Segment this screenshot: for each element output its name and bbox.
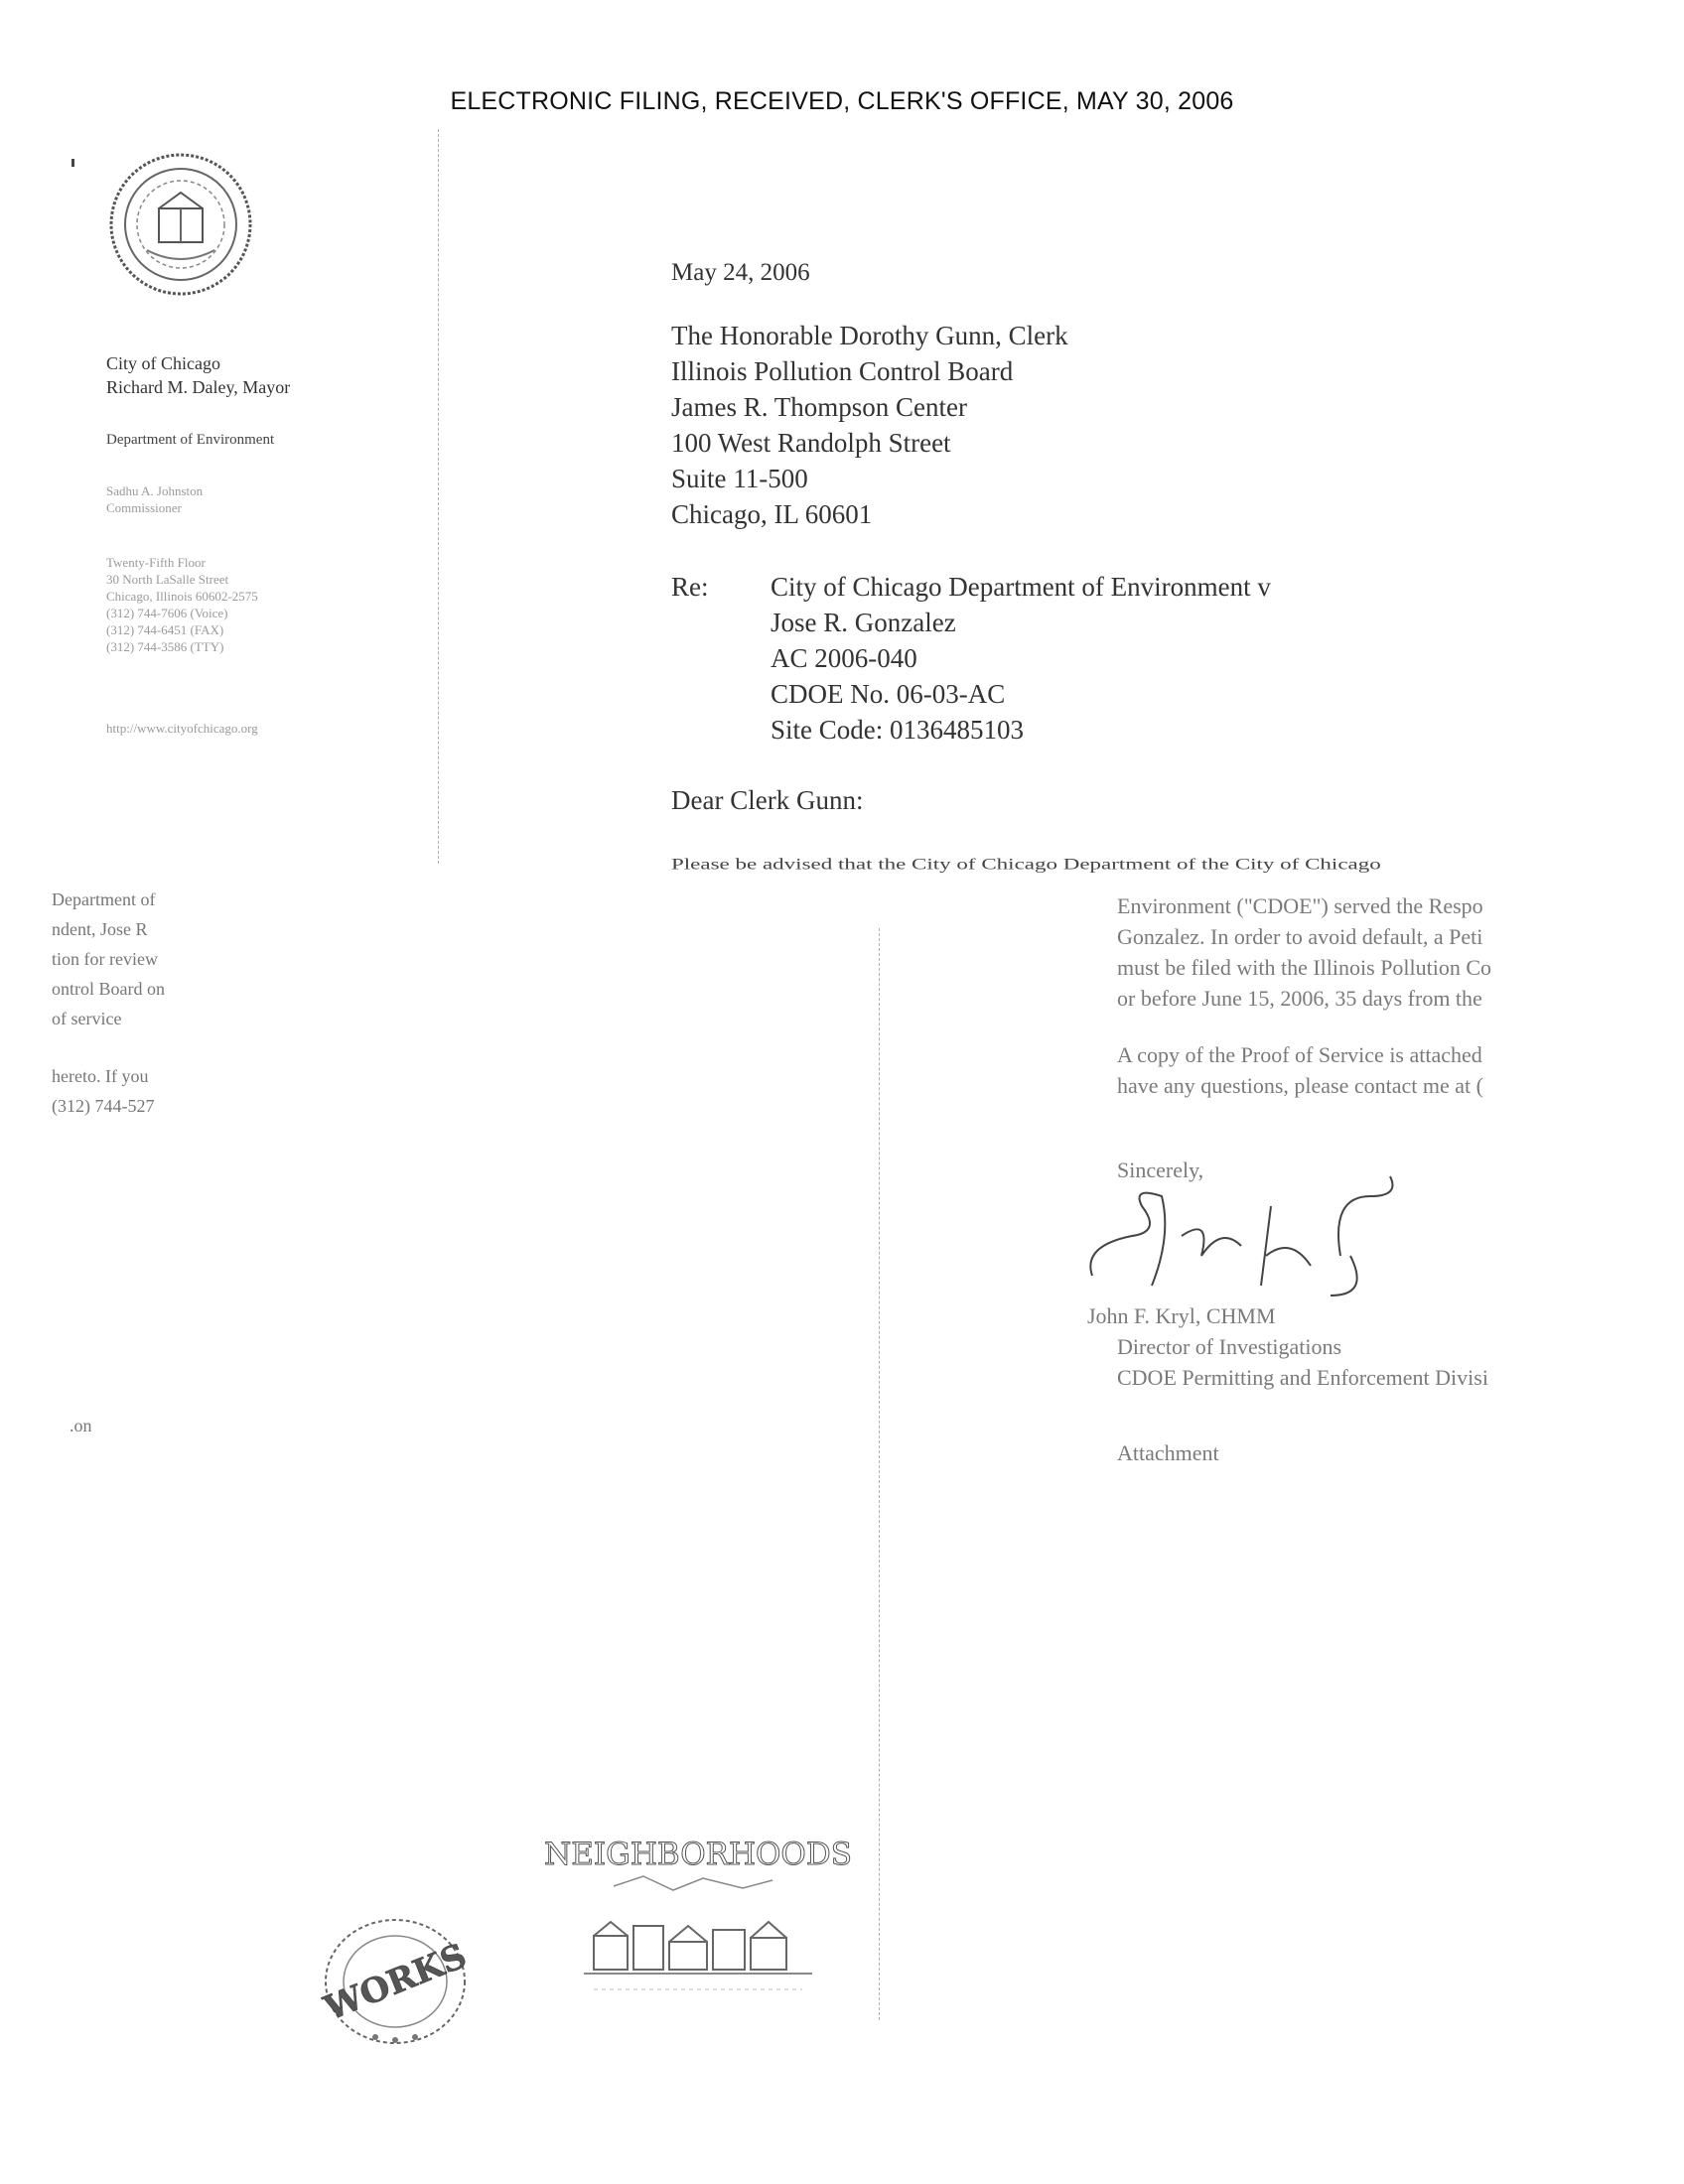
- handwritten-signature: [1072, 1166, 1450, 1300]
- re-line: AC 2006-040: [771, 643, 917, 673]
- fold-line: [879, 928, 880, 2020]
- city-seal-icon: [107, 151, 254, 298]
- left-fragment-line: hereto. If you: [52, 1066, 149, 1086]
- svg-text:WORKS: WORKS: [319, 1936, 473, 2029]
- stray-mark: [71, 159, 74, 167]
- para2-line: have any questions, please contact me at (: [1117, 1073, 1483, 1098]
- sidebar-divider: [438, 129, 439, 864]
- recipient-line: 100 West Randolph Street: [671, 428, 951, 458]
- left-fragment-line: Department of: [52, 889, 156, 909]
- sidebar-address-line: Twenty-Fifth Floor: [106, 555, 206, 570]
- re-label: Re:: [671, 572, 709, 602]
- attachment-label: Attachment: [1117, 1440, 1219, 1465]
- sidebar-commissioner-name: Sadhu A. Johnston: [106, 483, 204, 498]
- sidebar-address-line: 30 North LaSalle Street: [106, 572, 229, 587]
- para1-line: Gonzalez. In order to avoid default, a Peti: [1117, 924, 1483, 949]
- sidebar-address-line: (312) 744-3586 (TTY): [106, 639, 224, 654]
- left-fragment-misc: .on: [70, 1416, 92, 1435]
- sidebar-web: http://www.cityofchicago.org: [106, 721, 258, 736]
- sidebar-city: City of Chicago: [106, 353, 220, 373]
- left-fragment-line: (312) 744-527: [52, 1096, 155, 1116]
- filing-stamp-header: ELECTRONIC FILING, RECEIVED, CLERK'S OFFICE, MAY 30, 2006: [450, 87, 1234, 115]
- re-line: Site Code: 0136485103: [771, 715, 1024, 745]
- sidebar-address-line: (312) 744-6451 (FAX): [106, 622, 224, 637]
- sidebar-commissioner-title: Commissioner: [106, 500, 182, 515]
- chicago-works-logo: [316, 1910, 475, 2054]
- left-fragment-line: tion for review: [52, 949, 158, 969]
- re-line: City of Chicago Department of Environment v: [771, 572, 1271, 602]
- recipient-line: James R. Thompson Center: [671, 392, 967, 422]
- sidebar-department: Department of Environment: [106, 432, 275, 448]
- left-fragment-line: of service: [52, 1009, 122, 1028]
- recipient-line: Chicago, IL 60601: [671, 499, 873, 529]
- closing: Sincerely,: [1117, 1158, 1204, 1182]
- para1-line: Environment ("CDOE") served the Respo: [1117, 893, 1483, 918]
- letter-date: May 24, 2006: [671, 259, 810, 286]
- signer-division: CDOE Permitting and Enforcement Divisi: [1117, 1365, 1488, 1390]
- recipient-line: Illinois Pollution Control Board: [671, 356, 1014, 386]
- re-line: Jose R. Gonzalez: [771, 608, 956, 637]
- signer-title: Director of Investigations: [1117, 1334, 1342, 1359]
- para1-line: or before June 15, 2006, 35 days from the: [1117, 986, 1482, 1011]
- para2-line: A copy of the Proof of Service is attached: [1117, 1042, 1482, 1067]
- re-line: CDOE No. 06-03-AC: [771, 679, 1006, 709]
- sidebar-address-line: (312) 744-7606 (Voice): [106, 606, 228, 620]
- svg-text:NEIGHBORHOODS: NEIGHBORHOODS: [544, 1837, 852, 1872]
- recipient-line: Suite 11-500: [671, 464, 808, 493]
- left-fragment-line: ndent, Jose R: [52, 919, 148, 939]
- para1-line: must be filed with the Illinois Pollution Co: [1117, 955, 1492, 980]
- salutation: Dear Clerk Gunn:: [671, 785, 864, 815]
- signer-name: John F. Kryl, CHMM: [1087, 1303, 1276, 1328]
- neighborhoods-logo: [544, 1827, 852, 2005]
- sidebar-mayor: Richard M. Daley, Mayor: [106, 377, 291, 397]
- left-fragment-line: ontrol Board on: [52, 979, 165, 999]
- recipient-line: The Honorable Dorothy Gunn, Clerk: [671, 321, 1068, 350]
- para1-first-line: Please be advised that the City of Chicago Department of the City of Chicago: [671, 855, 1381, 873]
- sidebar-address-line: Chicago, Illinois 60602-2575: [106, 589, 258, 604]
